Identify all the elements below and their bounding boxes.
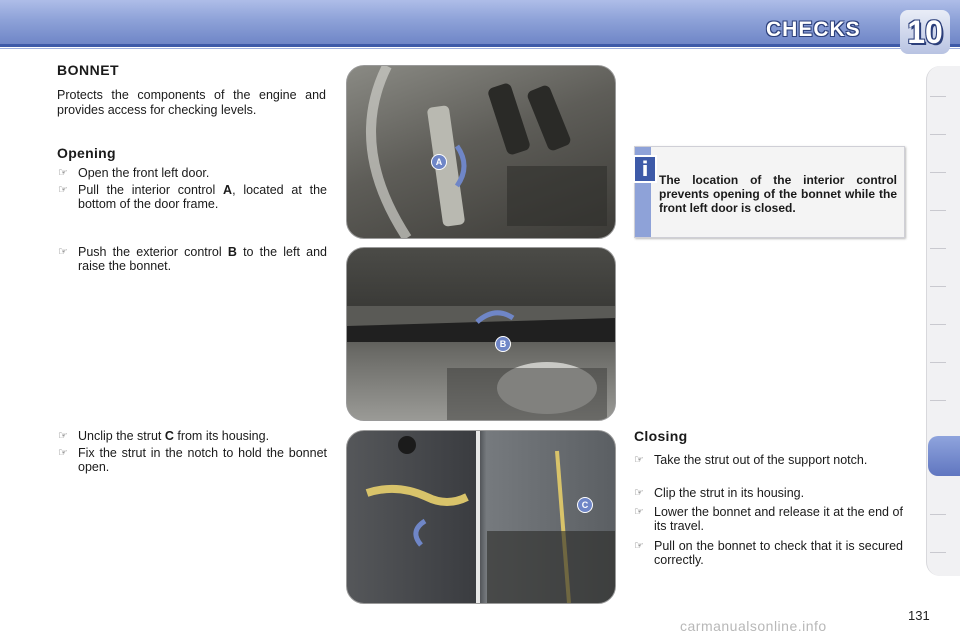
callout-label-c: C <box>577 497 593 513</box>
closing-step: ☞ Clip the strut in its housing. <box>634 486 805 500</box>
side-rail-tick <box>930 134 946 135</box>
section-title-opening: Opening <box>57 145 116 161</box>
bonnet-intro: Protects the components of the engine and provides access for checking levels. <box>57 88 326 117</box>
side-rail-tick <box>930 210 946 211</box>
side-rail-tick <box>930 248 946 249</box>
side-rail-tick <box>930 552 946 553</box>
side-rail-tick <box>930 400 946 401</box>
side-rail-tick <box>930 514 946 515</box>
opening-step: ☞ Pull the interior control A, located at the bottom of the door frame. <box>58 183 327 211</box>
pointing-hand-icon: ☞ <box>634 506 644 518</box>
side-rail-tick <box>930 362 946 363</box>
callout-label-b: B <box>495 336 511 352</box>
header-rule-thin <box>0 48 960 49</box>
photo-exterior-control <box>346 247 616 421</box>
opening-step: ☞ Push the exterior control B to the left and raise the bonnet. <box>58 245 327 273</box>
interior-control-illustration <box>347 66 615 238</box>
pointing-hand-icon: ☞ <box>634 540 644 552</box>
section-title-bonnet: BONNET <box>57 62 120 78</box>
pointing-hand-icon: ☞ <box>58 184 68 196</box>
pointing-hand-icon: ☞ <box>58 167 68 179</box>
watermark: carmanualsonline.info <box>680 618 827 634</box>
side-rail-tick <box>930 96 946 97</box>
header-rule <box>0 44 960 47</box>
side-rail-tick <box>930 286 946 287</box>
pointing-hand-icon: ☞ <box>58 447 68 459</box>
callout-label-a: A <box>431 154 447 170</box>
chapter-side-rail <box>926 66 960 576</box>
pointing-hand-icon: ☞ <box>634 487 644 499</box>
chapter-title: CHECKS <box>766 18 861 41</box>
pointing-hand-icon: ☞ <box>58 246 68 258</box>
opening-step: ☞ Fix the strut in the notch to hold the bonnet open. <box>58 446 327 474</box>
info-text: The location of the interior control prevents opening of the bonnet while the front left door is closed. <box>659 173 897 215</box>
chapter-number: 10 <box>900 10 950 54</box>
chapter-tab-active[interactable] <box>928 436 960 476</box>
pointing-hand-icon: ☞ <box>634 454 644 466</box>
page-number: 131 <box>908 608 930 623</box>
pointing-hand-icon: ☞ <box>58 430 68 442</box>
exterior-control-illustration <box>347 248 615 420</box>
info-note <box>634 146 905 238</box>
closing-step: ☞ Pull on the bonnet to check that it is secured correctly. <box>634 539 903 567</box>
section-title-closing: Closing <box>634 428 688 444</box>
opening-step: ☞ Open the front left door. <box>58 166 210 180</box>
photo-bonnet-strut <box>346 430 616 604</box>
bonnet-strut-illustration <box>347 431 615 603</box>
opening-step: ☞ Unclip the strut C from its housing. <box>58 429 270 443</box>
photo-interior-control <box>346 65 616 239</box>
closing-step: ☞ Take the strut out of the support notch. <box>634 453 868 467</box>
info-icon: i <box>633 155 657 183</box>
page-header <box>0 0 960 52</box>
closing-step: ☞ Lower the bonnet and release it at the end of its travel. <box>634 505 903 533</box>
side-rail-tick <box>930 172 946 173</box>
side-rail-tick <box>930 324 946 325</box>
